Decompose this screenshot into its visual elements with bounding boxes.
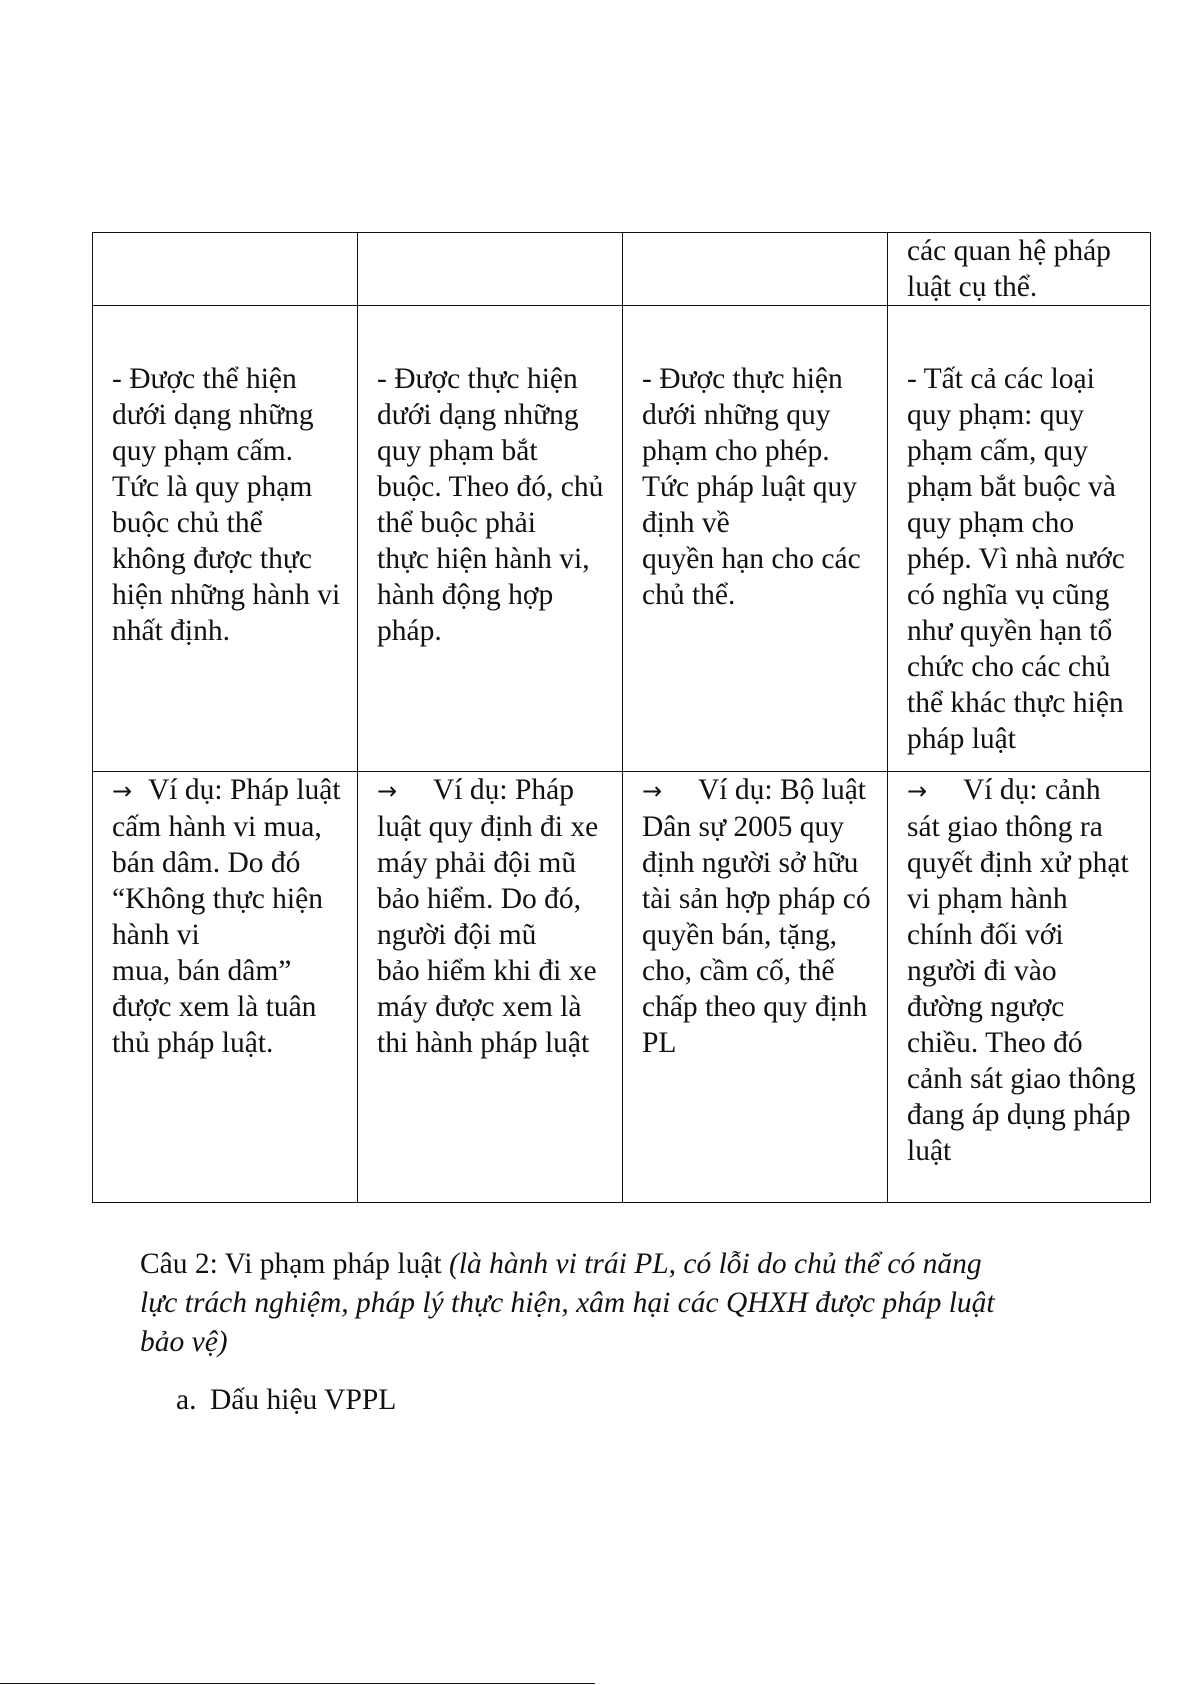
cell-line [377,361,622,397]
cell-text: phạm cấm, quy [907,435,1089,467]
cell-text: vi phạm hành [907,883,1068,915]
cell-text: người đội mũ [377,919,537,951]
cell-line [642,989,887,1025]
cell-text: có nghĩa vụ cũng [907,579,1110,611]
cell-line [112,469,357,505]
cell-text: bán dâm. Do đó [112,847,301,879]
cell-line [907,577,1150,613]
cell-text: chức cho các chủ [907,651,1111,683]
table-cell-r2-c1 [93,306,358,772]
cell-text: bảo hiểm khi đi xe [377,955,597,987]
cell-line [377,505,622,541]
cell-line [642,433,887,469]
cell-line [377,772,622,809]
cell-line [907,989,1150,1025]
table-cell-r1-c2 [358,233,623,306]
cell-text: pháp. [377,615,442,647]
cell-text: hiện những hành vi [112,579,341,611]
cell-line [907,953,1150,989]
cell-text: dưới dạng những [112,399,314,431]
cell-line [907,1025,1150,1061]
cell-line [377,397,622,433]
cell-text: định người sở hữu [642,847,859,879]
question-definition-line2: lực trách nghiệm, pháp lý thực hiện, xâm hại các QHXH được pháp luật [140,1287,995,1319]
cell-text: chấp theo quy định [642,991,868,1023]
cell-line [377,917,622,953]
cell-line [377,577,622,613]
cell-text: thực hiện hành vi, [377,543,590,575]
cell-text: Ví dụ: Pháp [433,774,574,806]
cell-line [907,809,1150,845]
cell-text: quyết định xử phạt [907,847,1129,879]
question-definition-line3: bảo vệ) [140,1326,228,1358]
cell-text: đang áp dụng pháp [907,1099,1131,1131]
cell-text: buộc. Theo đó, chủ [377,471,604,503]
cell-line [642,772,887,809]
right-arrow-icon: → [112,777,133,805]
table-cell-r2-c2 [358,306,623,772]
cell-line [112,433,357,469]
table-row [93,772,1151,1203]
cell-line [112,1025,357,1061]
cell-text: tài sản hợp pháp có [642,883,871,915]
cell-line [112,613,357,649]
table-row [93,233,1151,306]
cell-text: PL [642,1027,677,1059]
list-marker: a. [176,1384,197,1416]
cell-line [112,809,357,845]
table-cell-r3-c3 [623,772,888,1203]
cell-text: thể khác thực hiện [907,687,1124,719]
cell-text: sát giao thông ra [907,811,1103,843]
cell-spacer [642,306,887,361]
cell-line [377,541,622,577]
table-cell-r1-c3 [623,233,888,306]
right-arrow-icon: → [377,777,398,805]
cell-line [112,577,357,613]
right-arrow-icon: → [907,777,928,805]
right-arrow-icon: → [642,777,663,805]
cell-spacer [112,306,357,361]
cell-line [907,685,1150,721]
cell-text: luật quy định đi xe [377,811,599,843]
cell-line [907,845,1150,881]
question-definition-line1: (là hành vi trái PL, có lỗi do chủ thể có năng [449,1248,982,1280]
cell-line [642,845,887,881]
cell-text: chủ thể. [642,579,736,611]
cell-line [907,361,1150,397]
subheading-a [176,1380,396,1420]
cell-text: luật cụ thể. [907,271,1038,303]
cell-text: dưới dạng những [377,399,579,431]
cell-line [642,809,887,845]
table-cell-r3-c2 [358,772,623,1203]
cell-line [907,917,1150,953]
cell-text: - Được thực hiện [642,363,843,395]
table-cell-r3-c1 [93,772,358,1203]
cell-text: đường ngược [907,991,1065,1023]
footer-rule [0,1683,595,1684]
cell-text: quy phạm: quy [907,399,1084,431]
cell-text: Ví dụ: Bộ luật [698,774,866,806]
cell-text: quy phạm cấm. [112,435,294,467]
cell-line [907,433,1150,469]
cell-text: như quyền hạn tổ [907,615,1113,647]
cell-text: luật [907,1135,952,1167]
cell-text: thể buộc phải [377,507,536,539]
cell-text: nhất định. [112,615,230,647]
cell-text: pháp luật [907,723,1016,755]
cell-text: máy phải đội mũ [377,847,577,879]
cell-text: hành vi [112,919,200,951]
cell-line [642,361,887,397]
cell-text: Tức là quy phạm [112,471,313,503]
cell-line [907,397,1150,433]
cell-line [377,433,622,469]
cell-text: cấm hành vi mua, [112,811,322,843]
table-cell-r1-c1 [93,233,358,306]
cell-text: “Không thực hiện [112,883,323,915]
cell-spacer [377,306,622,361]
cell-line [112,505,357,541]
cell-line [642,577,887,613]
cell-spacer [907,306,1150,361]
cell-line [907,233,1150,269]
cell-line [377,845,622,881]
cell-text: Ví dụ: cảnh [963,774,1101,806]
cell-line [907,505,1150,541]
cell-line [642,917,887,953]
cell-text: người đi vào [907,955,1057,987]
question-lead: Câu 2: Vi phạm pháp luật [140,1248,450,1280]
cell-line [907,721,1150,757]
cell-line [377,469,622,505]
cell-text: - Được thể hiện [112,363,297,395]
cell-line [112,361,357,397]
cell-line [112,397,357,433]
cell-line [642,541,887,577]
cell-text: chính đối với [907,919,1064,951]
comparison-table [92,232,1151,1203]
table-row [93,306,1151,772]
table-cell-r3-c4 [888,772,1151,1203]
cell-line [907,772,1150,809]
cell-text: bảo hiểm. Do đó, [377,883,582,915]
question-2-paragraph [140,1245,1100,1362]
cell-line [112,541,357,577]
subheading-text: Dấu hiệu VPPL [210,1384,397,1416]
cell-line [642,469,887,505]
cell-text: hành động hợp [377,579,554,611]
cell-line [377,953,622,989]
cell-line [377,809,622,845]
cell-line [907,541,1150,577]
cell-line [112,772,357,809]
cell-line [112,989,357,1025]
cell-text: không được thực [112,543,312,575]
cell-text: thi hành pháp luật [377,1027,590,1059]
table-cell-r2-c3 [623,306,888,772]
cell-line [907,649,1150,685]
cell-line [642,397,887,433]
cell-text: - Được thực hiện [377,363,578,395]
cell-text: phạm cho phép. [642,435,830,467]
cell-text: phép. Vì nhà nước [907,543,1125,575]
cell-line [642,881,887,917]
cell-text: quyền hạn cho các [642,543,861,575]
cell-line [907,1061,1150,1097]
cell-text: Dân sự 2005 quy [642,811,844,843]
cell-line [377,881,622,917]
cell-line [907,881,1150,917]
cell-line [907,1133,1150,1169]
cell-text: - Tất cả các loại [907,363,1095,395]
cell-text: quy phạm bắt [377,435,538,467]
table-cell-r2-c4 [888,306,1151,772]
cell-text: dưới những quy [642,399,831,431]
cell-line [377,989,622,1025]
cell-text: được xem là tuân [112,991,317,1023]
cell-line [907,1097,1150,1133]
cell-line [907,613,1150,649]
cell-text: quyền bán, tặng, [642,919,837,951]
cell-text: Tức pháp luật quy [642,471,858,503]
cell-line [642,1025,887,1061]
cell-text: Ví dụ: Pháp luật [148,774,341,806]
cell-line [377,613,622,649]
cell-text: cho, cầm cố, thế [642,955,835,987]
cell-line [377,1025,622,1061]
table-cell-r1-c4 [888,233,1151,306]
cell-text: máy được xem là [377,991,582,1023]
cell-text: buộc chủ thể [112,507,263,539]
cell-text: quy phạm cho [907,507,1075,539]
cell-text: cảnh sát giao thông [907,1063,1136,1095]
cell-line [112,953,357,989]
cell-line [112,881,357,917]
cell-line [907,469,1150,505]
cell-line [907,269,1150,305]
cell-line [112,845,357,881]
cell-text: định về [642,507,730,539]
cell-line [112,917,357,953]
cell-text: chiều. Theo đó [907,1027,1083,1059]
cell-line [642,505,887,541]
cell-line [642,953,887,989]
cell-text: phạm bắt buộc và [907,471,1116,503]
cell-text: các quan hệ pháp [907,235,1111,267]
cell-text: mua, bán dâm” [112,955,292,987]
cell-text: thủ pháp luật. [112,1027,274,1059]
